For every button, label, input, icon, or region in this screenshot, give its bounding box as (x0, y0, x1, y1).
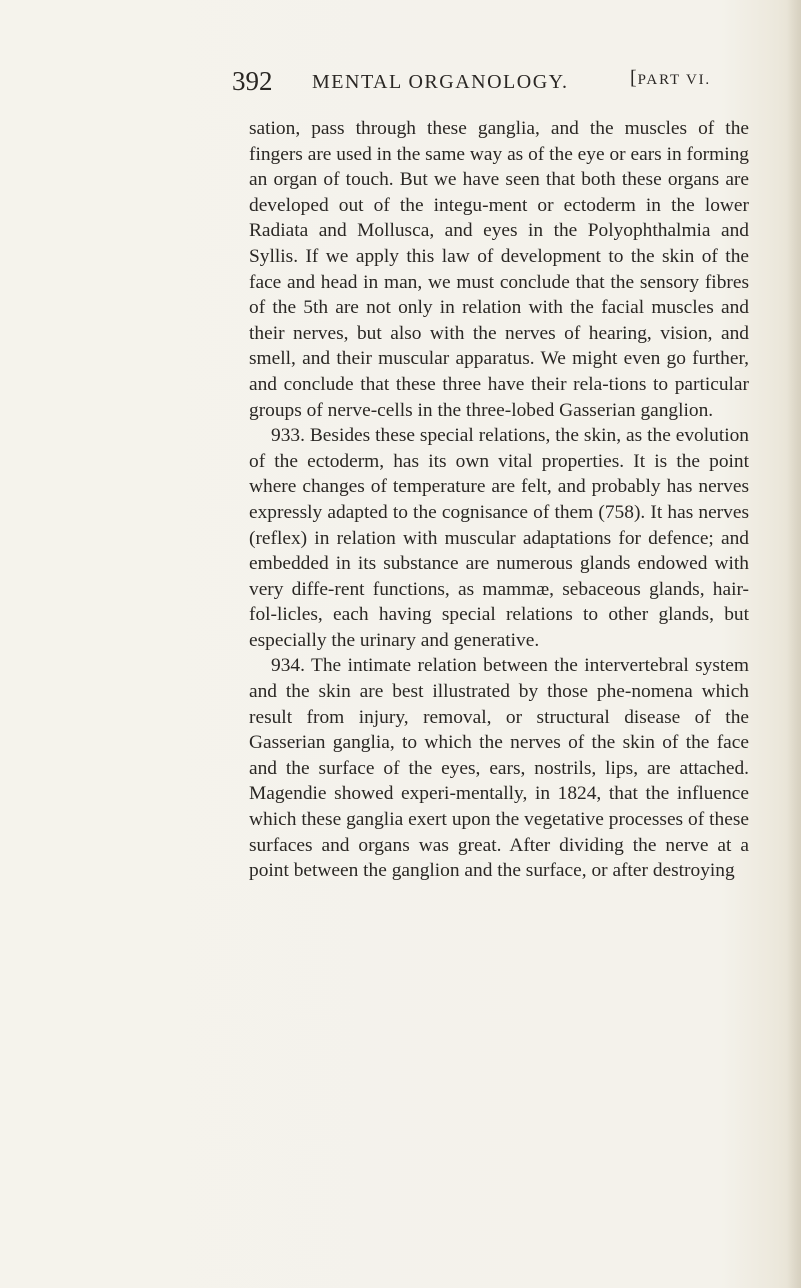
page-header (232, 66, 762, 106)
page-number: 392 (232, 66, 273, 96)
paragraph-933: 933. Besides these special relations, the skin, as the evolution of the ectoderm, has its own vital properties. It is the point where changes of temperature are felt, and probably has nerves expressly adapted to the cognisance of them (758). It has nerves (reflex) in relation with muscular adaptations for defence; and embedded in its substance are numerous glands endowed with very diffe-rent functions, as mammæ, sebaceous glands, hair-fol-licles, each having special relations to other glands, but especially the urinary and generative. (249, 425, 749, 651)
body-text (249, 116, 749, 884)
part-bracket: [ (630, 67, 638, 89)
part-label-text: PART VI. (637, 72, 711, 88)
part-label (630, 67, 711, 90)
paragraph-934: 934. The intimate relation between the intervertebral system and the skin are best illustrated by those phe-nomena which result from injury, removal, or structural disease of the Gasserian ganglia, to which the nerves of the skin of the face and the surface of the eyes, ears, nostrils, lips, are attached. Magendie showed experi-mentally, in 1824, that the influence which these ganglia exert upon the vegetative processes of these surfaces and organs was great. After dividing the nerve at a point between the ganglion and the surface, or after destroying (249, 655, 749, 882)
page-edge-shadow (787, 0, 801, 1288)
paragraph-continuation: sation, pass through these ganglia, and the muscles of the fingers are used in the same way as of the eye or ears in forming an organ of touch. But we have seen that both these organs are developed out of the integu-ment or ectoderm in the lower Radiata and Mollusca, and eyes in the Polyophthalmia and Syllis. If we apply this law of development to the skin of the face and head in man, we must conclude that the sensory fibres of the 5th are not only in relation with the facial muscles and their nerves, but also with the nerves of hearing, vision, and smell, and their muscular apparatus. We might even go further, and conclude that these three have their rela-tions to particular groups of nerve-cells in the three-lobed Gasserian ganglion. (249, 118, 749, 421)
running-title: MENTAL ORGANOLOGY. (312, 71, 569, 93)
